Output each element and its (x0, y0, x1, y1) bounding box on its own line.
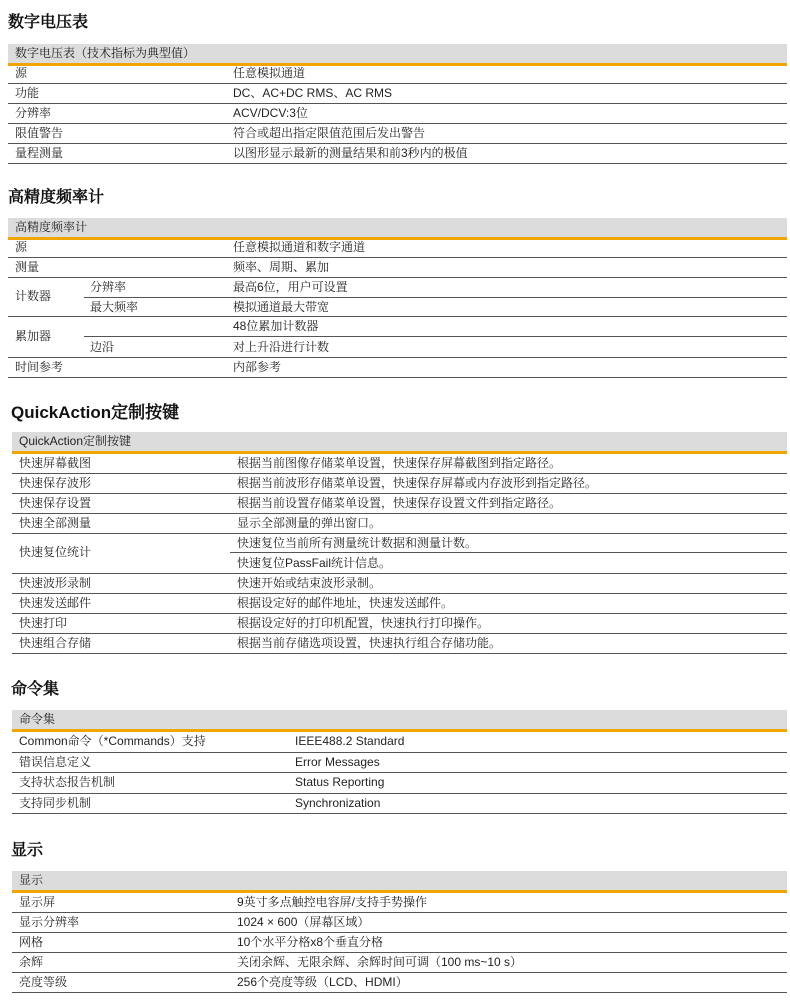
counter-edge-label: 边沿 (90, 340, 115, 354)
counter-source-value: 任意模拟通道和数字通道 (233, 240, 366, 254)
counter-resolution-label: 分辨率 (90, 280, 127, 294)
voltmeter-row-label: 分辨率 (15, 106, 52, 120)
quick-row-value: 显示全部测量的弹出窗口。 (237, 516, 382, 530)
quick-row-label: 快速组合存储 (19, 636, 92, 650)
voltmeter-row-value: 以图形显示最新的测量结果和前3秒内的极值 (233, 146, 468, 160)
display-row-label: 亮度等级 (19, 975, 68, 989)
quick-reset-value-1: 快速复位当前所有测量统计数据和测量计数。 (237, 536, 478, 550)
counter-measure-label: 测量 (15, 260, 40, 274)
quick-reset-label: 快速复位统计 (19, 545, 92, 559)
display-row-value: 256个亮度等级（LCD、HDMI） (237, 975, 408, 989)
quick-row-label: 快速保存设置 (19, 496, 92, 510)
display-row-label: 余辉 (19, 955, 44, 969)
counter-timeref-label: 时间参考 (15, 360, 64, 374)
quick-row-label: 快速波形录制 (19, 576, 92, 590)
display-title: 显示 (11, 842, 44, 859)
commands-row-label: 错误信息定义 (19, 754, 92, 769)
commands-row-value: Error Messages (295, 754, 380, 769)
display-row-value: 1024 × 600（屏幕区域） (237, 915, 370, 929)
row-divider (12, 772, 787, 773)
row-divider (12, 912, 787, 913)
display-table-header: 显示 (12, 871, 787, 893)
row-divider (8, 103, 787, 104)
voltmeter-row-label: 源 (15, 66, 28, 80)
voltmeter-title: 数字电压表 (8, 14, 89, 31)
row-divider (12, 793, 787, 794)
counter-source-label: 源 (15, 240, 28, 254)
row-divider (12, 513, 787, 514)
voltmeter-row-label: 限值警告 (15, 126, 64, 140)
commands-table-header: 命令集 (12, 710, 787, 732)
row-divider (12, 813, 787, 814)
quick-row-value: 根据当前图像存储菜单设置，快速保存屏幕截图到指定路径。 (237, 456, 562, 470)
quick-row-value: 根据设定好的打印机配置，快速执行打印操作。 (237, 616, 490, 630)
commands-row-value: Synchronization (295, 795, 381, 810)
quick-row-label: 快速屏幕截图 (19, 456, 92, 470)
row-divider (12, 653, 787, 654)
counter-totalizer-label: 累加器 (15, 329, 52, 343)
voltmeter-table-header: 数字电压表（技术指标为典型值） (8, 44, 787, 66)
row-divider (12, 992, 787, 993)
quick-table-header: QuickAction定制按键 (12, 432, 787, 454)
commands-row-label: 支持状态报告机制 (19, 775, 116, 789)
quick-row-label: 快速全部测量 (19, 516, 92, 530)
voltmeter-row-value: 任意模拟通道 (233, 66, 306, 80)
voltmeter-row-value: ACV/DCV:3位 (233, 106, 308, 120)
quick-row-label: 快速保存波形 (19, 476, 92, 490)
display-row-value: 10个水平分格x8个垂直分格 (237, 935, 384, 949)
display-row-label: 显示分辨率 (19, 915, 80, 929)
quick-row-value: 根据设定好的邮件地址，快速发送邮件。 (237, 596, 454, 610)
counter-title: 高精度频率计 (8, 189, 105, 206)
display-row-value: 关闭余辉、无限余辉、余辉时间可调（100 ms~10 s） (237, 955, 523, 969)
counter-counter-label: 计数器 (15, 289, 52, 303)
row-divider (12, 932, 787, 933)
commands-row-value: IEEE488.2 Standard (295, 734, 405, 748)
counter-resolution-value: 最高6位，用户可设置 (233, 280, 348, 294)
quick-row-value: 根据当前波形存储菜单设置，快速保存屏幕或内存波形到指定路径。 (237, 476, 598, 490)
quick-row-value: 根据当前存储选项设置，快速执行组合存储功能。 (237, 636, 502, 650)
counter-table-header: 高精度频率计 (8, 218, 787, 240)
row-divider (12, 752, 787, 753)
quick-row-value: 快速开始或结束波形录制。 (237, 576, 382, 590)
commands-row-label: Common命令（*Commands）支持 (19, 734, 206, 748)
quick-row-value: 根据当前设置存储菜单设置，快速保存设置文件到指定路径。 (237, 496, 562, 510)
commands-row-value: Status Reporting (295, 775, 385, 789)
commands-title: 命令集 (11, 681, 60, 698)
counter-maxfreq-value: 模拟通道最大带宽 (233, 300, 330, 314)
voltmeter-row-value: DC、AC+DC RMS、AC RMS (233, 86, 393, 100)
counter-maxfreq-label: 最大频率 (90, 300, 139, 314)
quick-row-label: 快速发送邮件 (19, 596, 92, 610)
counter-measure-value: 频率、周期、累加 (233, 260, 330, 274)
display-row-value: 9英寸多点触控电容屏/支持手势操作 (237, 895, 428, 909)
display-row-label: 网格 (19, 935, 44, 949)
counter-totalizer-value: 48位累加计数器 (233, 319, 319, 333)
quick-title: QuickAction定制按键 (11, 403, 180, 422)
voltmeter-row-label: 功能 (15, 86, 40, 100)
counter-edge-value: 对上升沿进行计数 (233, 340, 330, 354)
counter-timeref-value: 内部参考 (233, 360, 282, 374)
voltmeter-row-label: 量程测量 (15, 146, 64, 160)
row-divider (8, 83, 787, 84)
quick-reset-value-2: 快速复位PassFail统计信息。 (237, 556, 392, 570)
quick-row-label: 快速打印 (19, 616, 68, 630)
row-divider (8, 163, 787, 164)
display-row-label: 显示屏 (19, 895, 56, 909)
voltmeter-row-value: 符合或超出指定限值范围后发出警告 (233, 126, 426, 140)
commands-row-label: 支持同步机制 (19, 795, 92, 810)
